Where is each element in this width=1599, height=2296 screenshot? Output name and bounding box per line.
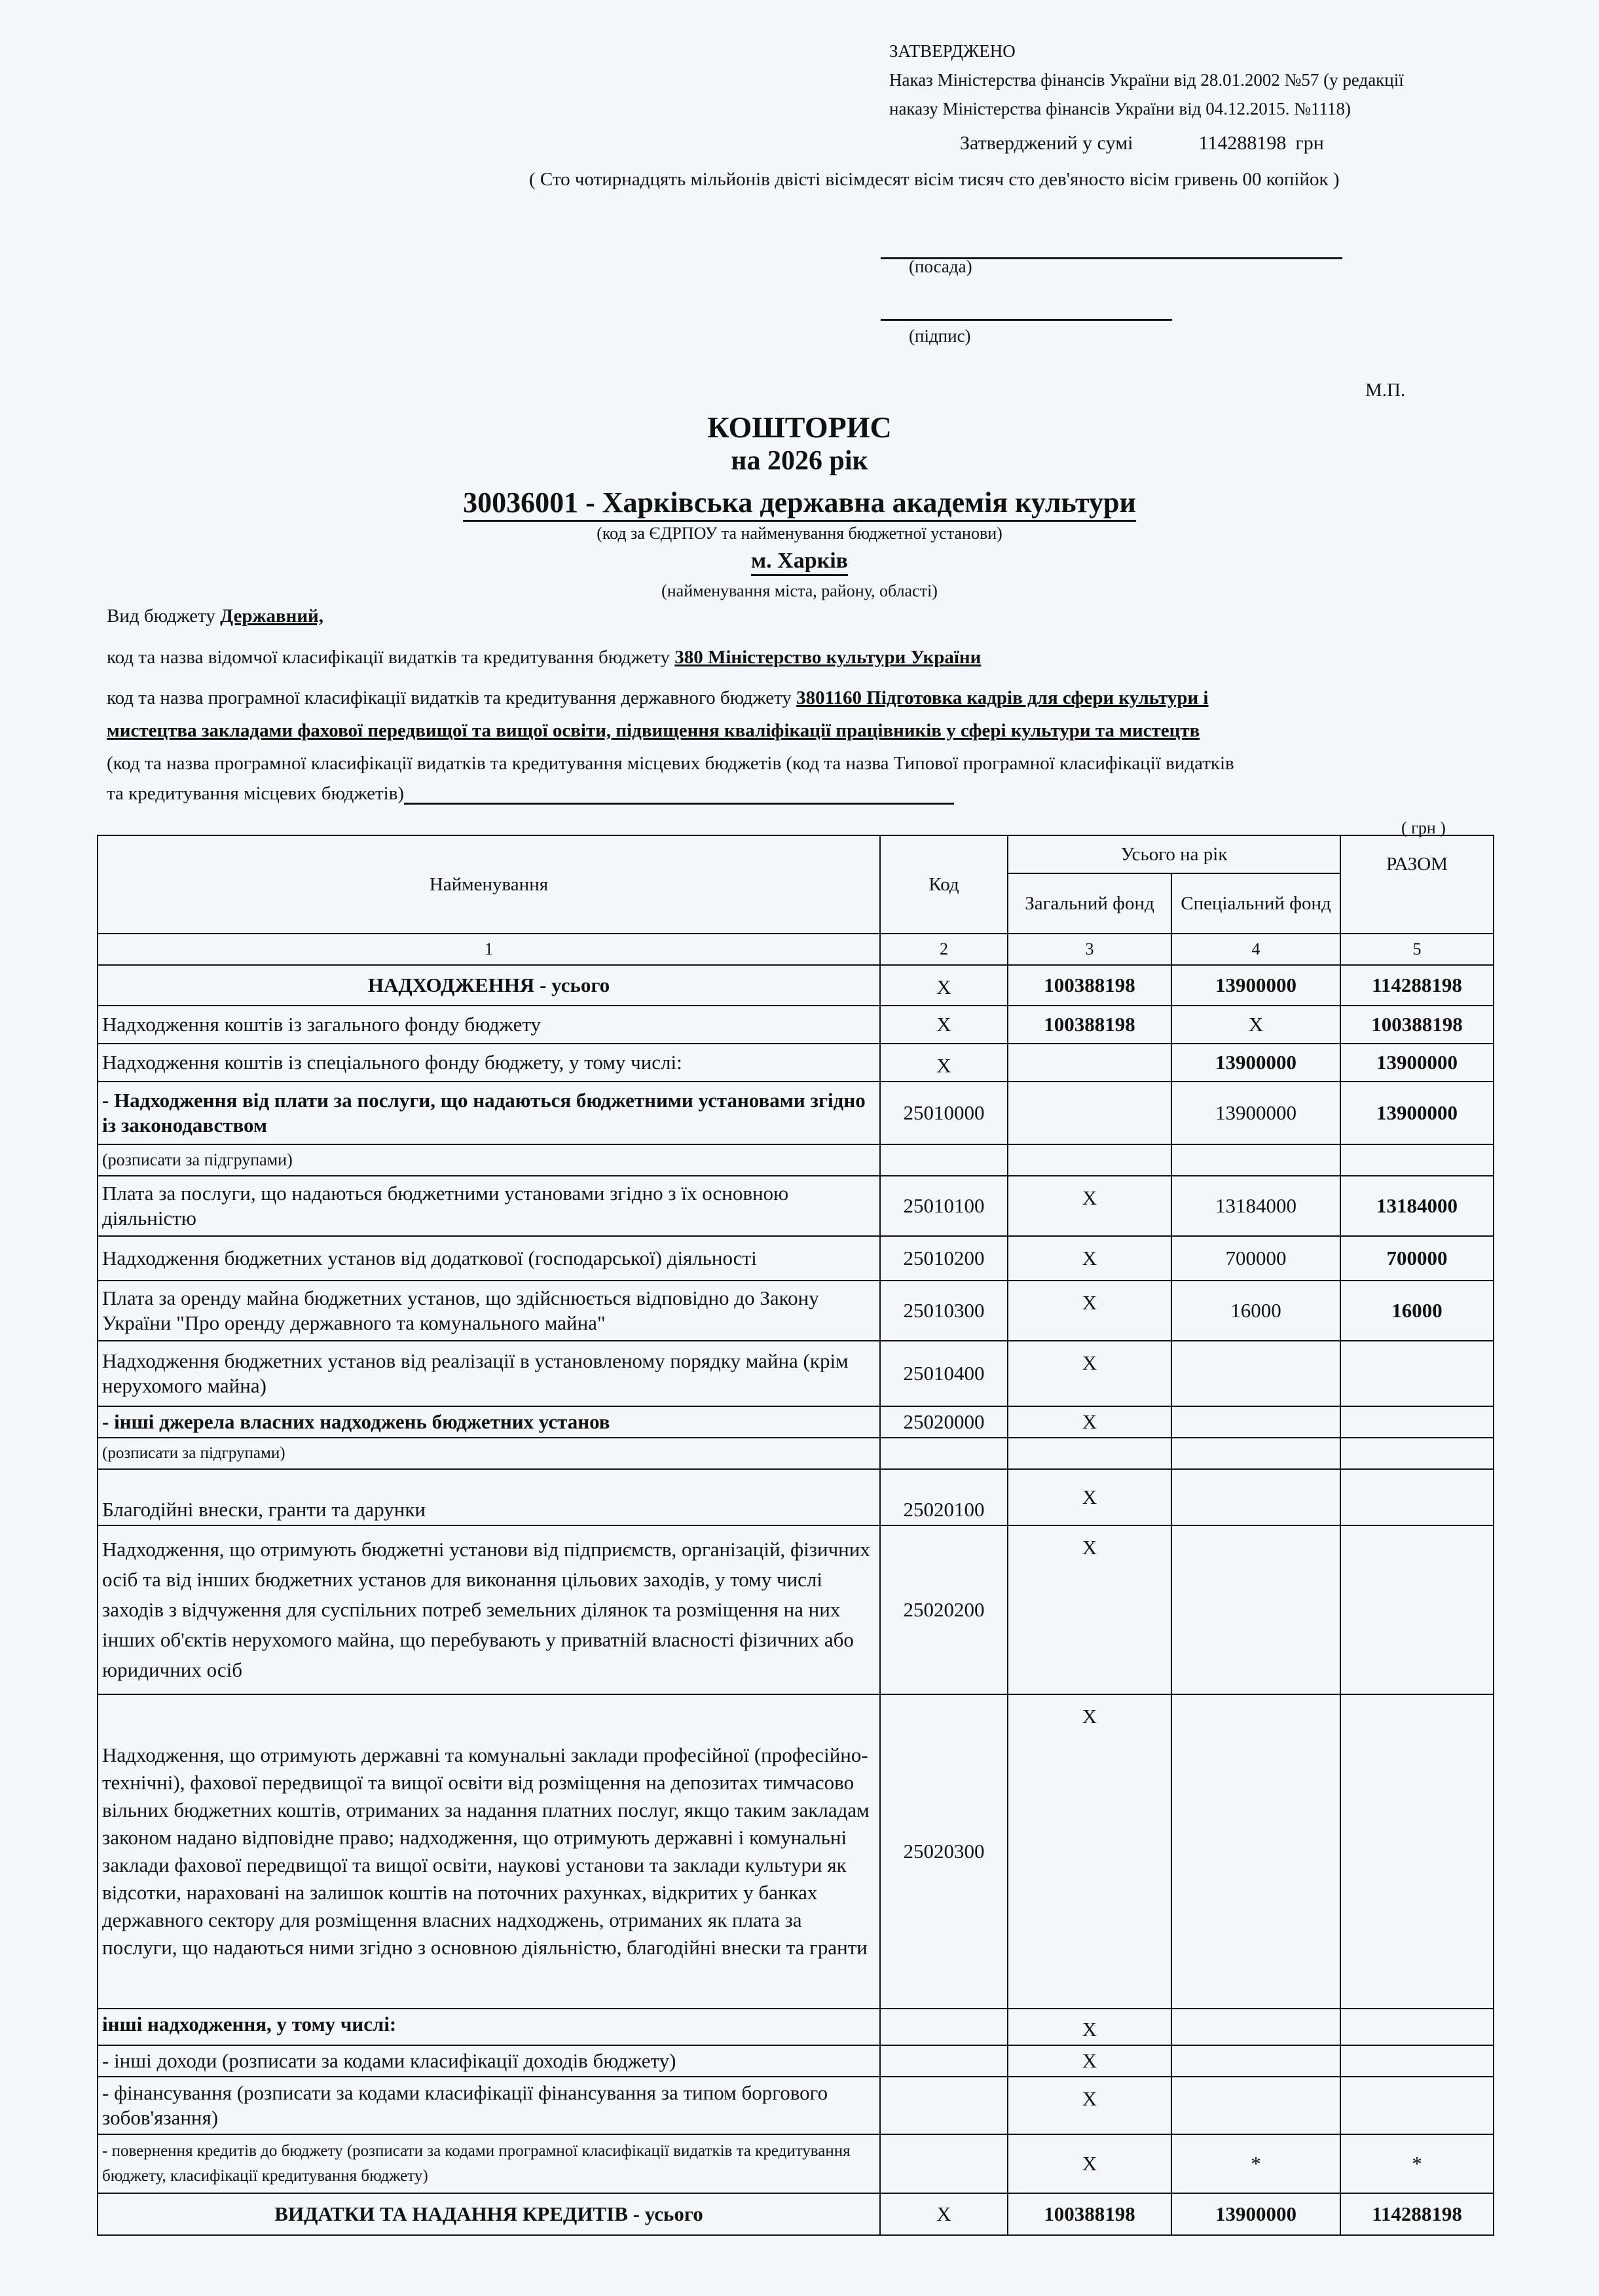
row-total[interactable]: 13900000: [1340, 1082, 1494, 1144]
row-special[interactable]: [1171, 1438, 1340, 1469]
table-row: [98, 1341, 1494, 1406]
institution-note: (код за ЄДРПОУ та найменування бюджетної установи): [597, 524, 1002, 543]
row-code: 25010400: [880, 1341, 1008, 1406]
institution-value: 30036001 - Харківська державна академія культури: [463, 486, 1136, 522]
row-total[interactable]: [1340, 1438, 1494, 1469]
table-row: [98, 1006, 1494, 1044]
local-budget-line-2: [107, 783, 954, 805]
row-name: - фінансування (розписати за кодами класифікації фінансування за типом боргового зобов'язання): [98, 2077, 880, 2134]
row-general[interactable]: X: [1008, 1341, 1171, 1406]
city-value: м. Харків: [751, 549, 848, 576]
institution-name: [0, 486, 1599, 519]
row-name: Благодійні внески, гранти та дарунки: [98, 1469, 880, 1525]
stamp-label: М.П.: [1365, 380, 1406, 401]
row-special[interactable]: [1171, 1525, 1340, 1694]
table-row: [98, 965, 1494, 1006]
approved-sum-label: Затверджений у сумі: [960, 132, 1133, 154]
row-code: 25010300: [880, 1281, 1008, 1341]
header-name: Найменування: [98, 835, 880, 934]
row-general[interactable]: X: [1008, 1469, 1171, 1525]
city-note: (найменування міста, району, області): [661, 581, 938, 600]
row-total[interactable]: [1340, 2077, 1494, 2134]
row-general[interactable]: X: [1008, 2077, 1171, 2134]
department-value: 380 Міністерство культури України: [674, 647, 982, 668]
header-special-fund: Спеціальний фонд: [1171, 873, 1340, 934]
row-total[interactable]: 13900000: [1340, 1044, 1494, 1082]
table-row: [98, 1525, 1494, 1694]
row-name: (розписати за підгрупами): [98, 1144, 880, 1176]
row-special[interactable]: 13184000: [1171, 1176, 1340, 1236]
row-total[interactable]: *: [1340, 2134, 1494, 2193]
row-name: інші надходження, у тому числі:: [98, 2009, 880, 2045]
row-general[interactable]: X: [1008, 1236, 1171, 1281]
position-label: (посада): [909, 257, 972, 276]
row-code: X: [880, 965, 1008, 1006]
table-row: [98, 2009, 1494, 2045]
approved-sum-line: [960, 132, 1324, 155]
row-special[interactable]: 16000: [1171, 1281, 1340, 1341]
row-special[interactable]: [1171, 1144, 1340, 1176]
row-code: X: [880, 1044, 1008, 1082]
row-name: Надходження коштів із спеціального фонду бюджету, у тому числі:: [98, 1044, 880, 1082]
approved-sum-value: 114288198: [1198, 132, 1287, 154]
row-name: Надходження, що отримують бюджетні установи від підприємств, організацій, фізичних осіб та від інших бюджетних установ для виконання цільових заходів, у тому числі заходів з відчуження для суспільних потреб земельних ділянок та розміщення на них інших об'єктів нерухомого майна, що перебувають у приватній власності фізичних або юридичних осіб: [98, 1525, 880, 1694]
table-row: [98, 1044, 1494, 1082]
row-special[interactable]: 13900000: [1171, 1044, 1340, 1082]
row-name: Надходження, що отримують державні та комунальні заклади професійної (професійно-технічні), фахової передвищої та вищої освіти від розміщення на депозитах тимчасово вільних бюджетних коштів, отриманих за надання платних послуг, якщо таким закладам законом надано відповідне право; надходження, що отримують державні і комунальні заклади фахової передвищої та вищої освіти, наукові установи та заклади культури як відсотки, нараховані на залишок коштів на поточних рахунках, відкритих у банках державного сектору для розміщення власних надходжень, отриманих як плата за послуги, що надаються ними згідно з основною діяльністю, благодійні внески та гранти: [98, 1694, 880, 2009]
row-general[interactable]: [1008, 1044, 1171, 1082]
row-code: [880, 2077, 1008, 2134]
row-special[interactable]: *: [1171, 2134, 1340, 2193]
row-general[interactable]: 100388198: [1008, 965, 1171, 1006]
row-total[interactable]: 114288198: [1340, 2193, 1494, 2235]
document-year: на 2026 рік: [731, 446, 868, 476]
program-line-2: [107, 720, 1200, 742]
row-special[interactable]: X: [1171, 1006, 1340, 1044]
row-code: 25020300: [880, 1694, 1008, 2009]
row-name: Плата за послуги, що надаються бюджетними установами згідно з їх основною діяльністю: [98, 1176, 880, 1236]
row-general[interactable]: X: [1008, 2045, 1171, 2077]
row-general[interactable]: X: [1008, 1176, 1171, 1236]
row-special[interactable]: 13900000: [1171, 2193, 1340, 2235]
table-row: [98, 2077, 1494, 2134]
row-general[interactable]: X: [1008, 2134, 1171, 2193]
row-total[interactable]: 100388198: [1340, 1006, 1494, 1044]
column-number-3: 3: [1008, 934, 1171, 965]
row-general[interactable]: X: [1008, 1281, 1171, 1341]
table-row: [98, 1236, 1494, 1281]
row-total[interactable]: [1340, 1469, 1494, 1525]
program-value-line1: 3801160 Підготовка кадрів для сфери культури і: [796, 687, 1209, 708]
row-total[interactable]: [1340, 1341, 1494, 1406]
local-budget-blank[interactable]: [404, 803, 954, 805]
row-special[interactable]: [1171, 1406, 1340, 1438]
header-general-fund: Загальний фонд: [1008, 873, 1171, 934]
approval-order-line1: Наказ Міністерства фінансів України від 28.01.2002 №57 (у редакції: [889, 70, 1404, 90]
row-total[interactable]: 16000: [1340, 1281, 1494, 1341]
budget-type-line: [107, 606, 323, 627]
table-row: [98, 1082, 1494, 1144]
row-total[interactable]: 13184000: [1340, 1176, 1494, 1236]
row-name: Надходження бюджетних установ від реалізації в установленому порядку майна (крім нерухомого майна): [98, 1341, 880, 1406]
row-total[interactable]: 700000: [1340, 1236, 1494, 1281]
row-code: 25020100: [880, 1469, 1008, 1525]
row-total[interactable]: [1340, 1144, 1494, 1176]
row-name: ВИДАТКИ ТА НАДАННЯ КРЕДИТІВ - усього: [98, 2193, 880, 2235]
header-code: Код: [880, 835, 1008, 934]
row-code: 25020200: [880, 1525, 1008, 1694]
row-name: НАДХОДЖЕННЯ - усього: [98, 965, 880, 1006]
row-special[interactable]: [1171, 1469, 1340, 1525]
table-row: [98, 1694, 1494, 2009]
row-total[interactable]: [1340, 1406, 1494, 1438]
table-row: [98, 1281, 1494, 1341]
local-budget-line: (код та назва програмної класифікації видатків та кредитування місцевих бюджетів (код та назва Типової програмної класифікації видатків: [107, 753, 1234, 774]
row-general[interactable]: X: [1008, 2009, 1171, 2045]
header-year-total: Усього на рік: [1008, 835, 1340, 873]
row-code: 25010100: [880, 1176, 1008, 1236]
row-code: [880, 1144, 1008, 1176]
budget-table: [97, 835, 1494, 2236]
column-number-4: 4: [1171, 934, 1340, 965]
table-row: [98, 1438, 1494, 1469]
row-code: [880, 2134, 1008, 2193]
approval-heading: ЗАТВЕРДЖЕНО: [889, 41, 1016, 61]
column-number-1: 1: [98, 934, 880, 965]
row-total[interactable]: [1340, 2045, 1494, 2077]
table-row: [98, 1469, 1494, 1525]
row-name: - Надходження від плати за послуги, що надаються бюджетними установами згідно із законодавством: [98, 1082, 880, 1144]
row-total[interactable]: [1340, 1525, 1494, 1694]
table-row: [98, 2193, 1494, 2235]
row-code: 25010200: [880, 1236, 1008, 1281]
row-total[interactable]: [1340, 1694, 1494, 2009]
table-row: [98, 1144, 1494, 1176]
table-row: [98, 1406, 1494, 1438]
row-name: (розписати за підгрупами): [98, 1438, 880, 1469]
row-code: [880, 2045, 1008, 2077]
row-general[interactable]: X: [1008, 1525, 1171, 1694]
row-general[interactable]: [1008, 1144, 1171, 1176]
row-name: Надходження коштів із загального фонду бюджету: [98, 1006, 880, 1044]
row-special[interactable]: [1171, 2009, 1340, 2045]
department-line: [107, 647, 981, 668]
row-name: Надходження бюджетних установ від додаткової (господарської) діяльності: [98, 1236, 880, 1281]
program-label: код та назва програмної класифікації видатків та кредитування державного бюджету: [107, 687, 792, 708]
row-special[interactable]: [1171, 2045, 1340, 2077]
row-name: - інші джерела власних надходжень бюджетних установ: [98, 1406, 880, 1438]
row-code: 25010000: [880, 1082, 1008, 1144]
row-special[interactable]: [1171, 1341, 1340, 1406]
budget-type-label: Вид бюджету: [107, 606, 215, 627]
row-code: 25020000: [880, 1406, 1008, 1438]
row-special[interactable]: 13900000: [1171, 965, 1340, 1006]
row-code: [880, 2009, 1008, 2045]
row-code: [880, 1438, 1008, 1469]
row-special[interactable]: [1171, 1694, 1340, 2009]
row-total[interactable]: 114288198: [1340, 965, 1494, 1006]
department-label: код та назва відомчої класифікації видатків та кредитування бюджету: [107, 647, 670, 668]
approved-sum-words: ( Сто чотирнадцять мільйонів двісті вісімдесят вісім тисяч сто дев'яносто вісім гривень 00 копійок ): [529, 169, 1340, 190]
currency-unit: ( грн ): [1401, 818, 1446, 837]
program-line: [107, 687, 1209, 709]
approval-order-line2: наказу Міністерства фінансів України від 04.12.2015. №1118): [889, 99, 1351, 118]
row-code: X: [880, 1006, 1008, 1044]
program-value-line2: мистецтва закладами фахової передвищої та вищої освіти, підвищення кваліфікації працівників у сфері культури та мистецтв: [107, 720, 1200, 741]
row-general[interactable]: 100388198: [1008, 1006, 1171, 1044]
row-name: - інші доходи (розписати за кодами класифікації доходів бюджету): [98, 2045, 880, 2077]
row-name: Плата за оренду майна бюджетних установ, що здійснюється відповідно до Закону України "Про оренду державного та комунального майна": [98, 1281, 880, 1341]
document-title: КОШТОРИС: [707, 410, 892, 444]
row-general[interactable]: X: [1008, 1694, 1171, 2009]
approval-block: [889, 37, 1404, 123]
row-general[interactable]: X: [1008, 1406, 1171, 1438]
column-number-2: 2: [880, 934, 1008, 965]
table-row: [98, 2134, 1494, 2193]
row-general[interactable]: 100388198: [1008, 2193, 1171, 2235]
local-budget-label: та кредитування місцевих бюджетів): [107, 783, 405, 804]
budget-type-value: Державний,: [220, 606, 324, 627]
column-number-5: 5: [1340, 934, 1494, 965]
row-special[interactable]: 13900000: [1171, 1082, 1340, 1144]
row-special[interactable]: 700000: [1171, 1236, 1340, 1281]
row-general[interactable]: [1008, 1082, 1171, 1144]
signature-label: (підпис): [909, 326, 971, 346]
row-name: - повернення кредитів до бюджету (розписати за кодами програмної класифікації видатків та кредитування бюджету, класифікації кредитування бюджету): [98, 2134, 880, 2193]
approved-sum-currency: грн: [1295, 132, 1324, 154]
row-total[interactable]: [1340, 2009, 1494, 2045]
row-general[interactable]: [1008, 1438, 1171, 1469]
city: [0, 549, 1599, 574]
row-code: X: [880, 2193, 1008, 2235]
table-row: [98, 1176, 1494, 1236]
header-total: РАЗОМ: [1340, 835, 1494, 934]
signature-line[interactable]: [881, 319, 1172, 321]
table-row: [98, 2045, 1494, 2077]
row-special[interactable]: [1171, 2077, 1340, 2134]
